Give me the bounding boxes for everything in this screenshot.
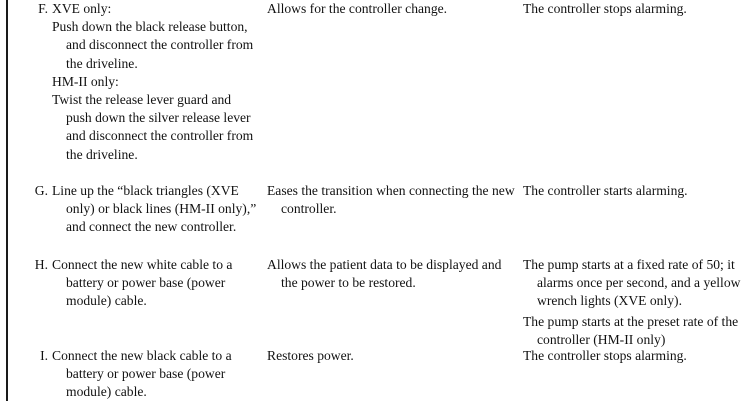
action-text-hm2: Twist the release lever guard and push down the silver release lever and disconnect the controller from the driveline. — [52, 92, 254, 162]
step-result — [523, 182, 752, 200]
step-action — [52, 256, 260, 311]
reason-text: Restores power. — [267, 348, 354, 363]
step-action — [52, 347, 260, 402]
result-text: The controller starts alarming. — [523, 183, 688, 198]
reason-text: Allows the patient data to be displayed and the power to be restored. — [267, 257, 502, 291]
reason-text: Allows for the controller change. — [267, 1, 448, 16]
step-letter: G. — [34, 183, 48, 198]
step-reason — [267, 256, 517, 292]
step-action — [52, 182, 260, 237]
step-result — [523, 0, 752, 18]
step-letter: F. — [38, 1, 48, 16]
step-letter: I. — [40, 348, 48, 363]
result-text-xve: The pump starts at a fixed rate of 50; it alarms once per second, and a yellow wrench lights (XVE only). — [523, 257, 741, 309]
action-text: Connect the new black cable to a battery or power base (power module) cable. — [52, 348, 232, 400]
step-result — [523, 256, 752, 349]
action-heading-hm2: HM-II only: — [52, 73, 119, 89]
action-text: Line up the “black triangles (XVE only) or black lines (HM-II only),” and connect the new controller. — [52, 183, 257, 235]
action-heading-xve: XVE only: — [52, 1, 112, 16]
step-reason — [267, 182, 517, 218]
left-margin-rule — [6, 0, 8, 401]
result-text-hm2: The pump starts at the preset rate of the controller (HM-II only) — [523, 313, 739, 347]
step-reason — [267, 347, 517, 365]
result-text: The controller stops alarming. — [523, 1, 687, 16]
action-text: Connect the new white cable to a battery or power base (power module) cable. — [52, 257, 233, 309]
step-action — [52, 0, 260, 164]
reason-text: Eases the transition when connecting the new controller. — [267, 183, 515, 217]
result-text: The controller stops alarming. — [523, 348, 687, 363]
step-reason — [267, 0, 517, 18]
step-result — [523, 347, 752, 365]
step-letter: H. — [34, 257, 48, 272]
action-text-xve: Push down the black release button, and disconnect the controller from the driveline. — [52, 19, 254, 71]
